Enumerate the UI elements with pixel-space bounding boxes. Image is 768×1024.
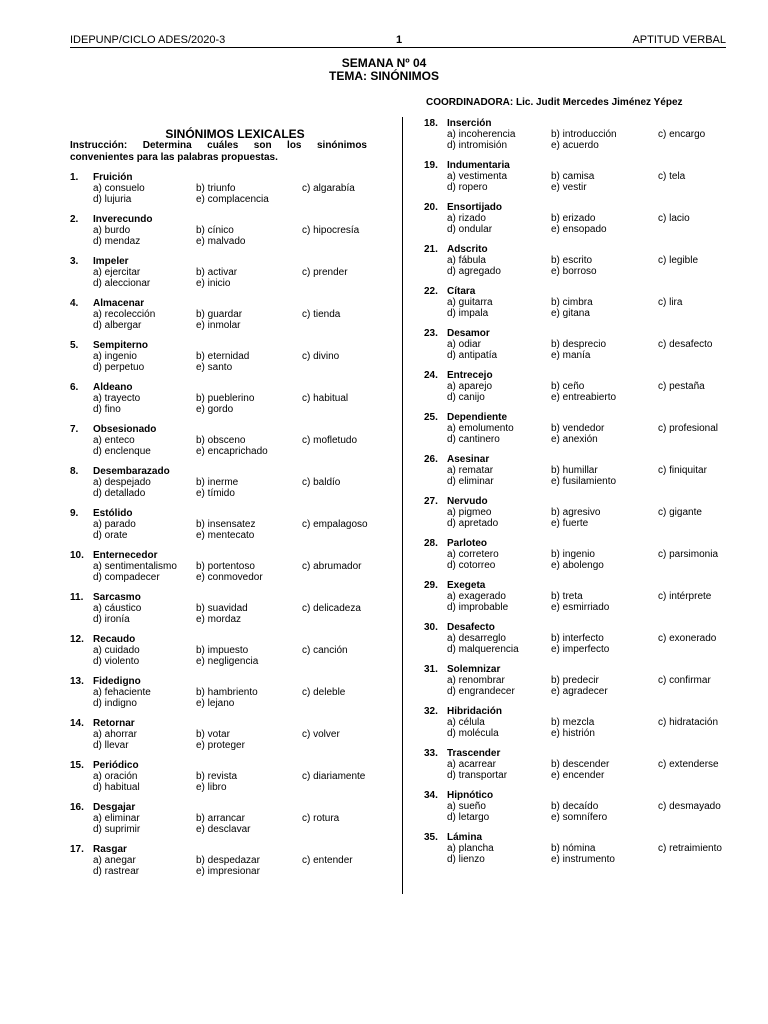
option-c: c) divino xyxy=(302,351,340,362)
question-number: 13. xyxy=(70,676,84,687)
question-word: Trascender xyxy=(447,748,501,759)
question-word: Almacenar xyxy=(93,298,145,309)
option-c: c) desafecto xyxy=(658,339,713,350)
option-e: e) ensopado xyxy=(551,224,607,235)
question-word: Rasgar xyxy=(93,844,127,855)
question-number: 8. xyxy=(70,466,79,477)
question-number: 18. xyxy=(424,118,438,129)
option-e: e) inicio xyxy=(196,278,231,289)
option-c: c) mofletudo xyxy=(302,435,358,446)
question-item xyxy=(424,328,754,370)
option-c: c) parsimonia xyxy=(658,549,719,560)
question-number: 9. xyxy=(70,508,79,519)
option-e: e) gordo xyxy=(196,404,234,415)
question-number: 25. xyxy=(424,412,438,423)
option-c: c) profesional xyxy=(658,423,719,434)
option-c: c) diariamente xyxy=(302,771,366,782)
question-word: Desamor xyxy=(447,328,490,339)
question-number: 23. xyxy=(424,328,438,339)
option-a: a) anegar xyxy=(93,855,136,866)
question-word: Aldeano xyxy=(93,382,133,393)
question-word: Desgajar xyxy=(93,802,136,813)
option-c: c) exonerado xyxy=(658,633,717,644)
option-a: a) plancha xyxy=(447,843,494,854)
option-b: b) revista xyxy=(196,771,238,782)
option-b: b) agresivo xyxy=(551,507,601,518)
option-e: e) somnífero xyxy=(551,812,608,823)
question-item xyxy=(424,496,754,538)
questions-column-right xyxy=(424,118,754,874)
option-d: d) letargo xyxy=(447,812,490,823)
option-b: b) ceño xyxy=(551,381,585,392)
option-b: b) predecir xyxy=(551,675,599,686)
question-number: 31. xyxy=(424,664,438,675)
option-e: e) encender xyxy=(551,770,605,781)
option-b: b) mezcla xyxy=(551,717,595,728)
option-d: d) improbable xyxy=(447,602,509,613)
question-item xyxy=(70,844,400,886)
option-b: b) treta xyxy=(551,591,583,602)
question-item xyxy=(424,244,754,286)
question-word: Parloteo xyxy=(447,538,488,549)
option-a: a) vestimenta xyxy=(447,171,508,182)
option-b: b) arrancar xyxy=(196,813,245,824)
option-e: e) encaprichado xyxy=(196,446,268,457)
option-a: a) fábula xyxy=(447,255,486,266)
page-header xyxy=(70,34,726,48)
question-number: 6. xyxy=(70,382,79,393)
header-subject: APTITUD VERBAL xyxy=(632,34,726,46)
question-word: Asesinar xyxy=(447,454,490,465)
question-word: Dependiente xyxy=(447,412,508,423)
option-c: c) confirmar xyxy=(658,675,711,686)
question-word: Ensortijado xyxy=(447,202,503,213)
option-e: e) lejano xyxy=(196,698,235,709)
option-d: d) ondular xyxy=(447,224,493,235)
option-e: e) agradecer xyxy=(551,686,608,697)
week-title: SEMANA Nº 04 xyxy=(341,56,427,70)
option-c: c) baldío xyxy=(302,477,341,488)
question-item xyxy=(70,172,400,214)
option-a: a) acarrear xyxy=(447,759,496,770)
question-item xyxy=(70,508,400,550)
option-a: a) ejercitar xyxy=(93,267,141,278)
option-b: b) camisa xyxy=(551,171,595,182)
option-c: c) tienda xyxy=(302,309,341,320)
option-b: b) desprecio xyxy=(551,339,607,350)
option-b: b) triunfo xyxy=(196,183,236,194)
option-e: e) negligencia xyxy=(196,656,259,667)
question-item xyxy=(424,832,754,874)
option-c: c) legible xyxy=(658,255,699,266)
option-c: c) lacio xyxy=(658,213,690,224)
option-d: d) detallado xyxy=(93,488,146,499)
option-c: c) abrumador xyxy=(302,561,362,572)
option-c: c) rotura xyxy=(302,813,340,824)
option-e: e) abolengo xyxy=(551,560,604,571)
option-b: b) nómina xyxy=(551,843,596,854)
option-d: d) violento xyxy=(93,656,140,667)
question-word: Periódico xyxy=(93,760,139,771)
option-b: b) humillar xyxy=(551,465,598,476)
header-course: IDEPUNP/CICLO ADES/2020-3 xyxy=(70,34,226,46)
option-e: e) tímido xyxy=(196,488,235,499)
option-b: b) vendedor xyxy=(551,423,605,434)
option-c: c) pestaña xyxy=(658,381,705,392)
question-word: Cítara xyxy=(447,286,476,297)
option-b: b) portentoso xyxy=(196,561,255,572)
question-word: Desembarazado xyxy=(93,466,170,477)
option-c: c) algarabía xyxy=(302,183,355,194)
option-a: a) incoherencia xyxy=(447,129,516,140)
question-word: Lámina xyxy=(447,832,483,843)
option-e: e) vestir xyxy=(551,182,587,193)
option-c: c) prender xyxy=(302,267,348,278)
column-divider xyxy=(402,117,403,894)
question-word: Entrecejo xyxy=(447,370,493,381)
option-b: b) decaído xyxy=(551,801,599,812)
option-c: c) entender xyxy=(302,855,353,866)
option-d: d) malquerencia xyxy=(447,644,519,655)
question-word: Exegeta xyxy=(447,580,486,591)
question-word: Impeler xyxy=(93,256,129,267)
option-c: c) delicadeza xyxy=(302,603,361,614)
question-item xyxy=(70,298,400,340)
question-item xyxy=(70,424,400,466)
header-divider xyxy=(70,47,726,48)
option-d: d) albergar xyxy=(93,320,142,331)
option-e: e) impresionar xyxy=(196,866,260,877)
question-number: 28. xyxy=(424,538,438,549)
option-e: e) mentecato xyxy=(196,530,255,541)
option-b: b) descender xyxy=(551,759,610,770)
option-b: b) erizado xyxy=(551,213,596,224)
option-b: b) eternidad xyxy=(196,351,250,362)
option-b: b) cínico xyxy=(196,225,234,236)
option-a: a) exagerado xyxy=(447,591,506,602)
question-number: 22. xyxy=(424,286,438,297)
question-number: 30. xyxy=(424,622,438,633)
question-item xyxy=(70,340,400,382)
question-number: 4. xyxy=(70,298,79,309)
option-c: c) finiquitar xyxy=(658,465,707,476)
page-number: 1 xyxy=(396,34,403,46)
option-d: d) mendaz xyxy=(93,236,141,247)
question-number: 35. xyxy=(424,832,438,843)
question-item xyxy=(424,370,754,412)
option-e: e) conmovedor xyxy=(196,572,263,583)
option-a: a) parado xyxy=(93,519,136,530)
question-number: 21. xyxy=(424,244,438,255)
option-d: d) impala xyxy=(447,308,489,319)
question-item xyxy=(424,622,754,664)
question-number: 33. xyxy=(424,748,438,759)
option-a: a) ingenio xyxy=(93,351,137,362)
question-item xyxy=(424,538,754,580)
questions-column-left xyxy=(70,172,400,886)
option-c: c) tela xyxy=(658,171,686,182)
option-e: e) borroso xyxy=(551,266,597,277)
question-word: Desafecto xyxy=(447,622,495,633)
question-word: Solemnizar xyxy=(447,664,501,675)
option-a: a) sentimentalismo xyxy=(93,561,177,572)
question-number: 7. xyxy=(70,424,79,435)
question-item xyxy=(70,634,400,676)
option-c: c) desmayado xyxy=(658,801,721,812)
option-a: a) trayecto xyxy=(93,393,141,404)
option-d: d) perpetuo xyxy=(93,362,145,373)
option-a: a) despejado xyxy=(93,477,151,488)
question-word: Fruición xyxy=(93,172,133,183)
option-b: b) escrito xyxy=(551,255,593,266)
question-number: 24. xyxy=(424,370,438,381)
question-number: 20. xyxy=(424,202,438,213)
question-word: Obsesionado xyxy=(93,424,157,435)
question-item xyxy=(424,118,754,160)
option-a: a) rizado xyxy=(447,213,486,224)
question-item xyxy=(70,550,400,592)
question-item xyxy=(70,802,400,844)
option-c: c) intérprete xyxy=(658,591,712,602)
option-b: b) impuesto xyxy=(196,645,249,656)
option-a: a) célula xyxy=(447,717,485,728)
question-item xyxy=(424,286,754,328)
question-number: 19. xyxy=(424,160,438,171)
option-d: d) intromisión xyxy=(447,140,508,151)
option-e: e) libro xyxy=(196,782,227,793)
option-e: e) inmolar xyxy=(196,320,241,331)
option-b: b) hambriento xyxy=(196,687,258,698)
question-item xyxy=(70,466,400,508)
question-item xyxy=(70,256,400,298)
option-d: d) lienzo xyxy=(447,854,485,865)
option-d: d) agregado xyxy=(447,266,501,277)
option-d: d) orate xyxy=(93,530,128,541)
option-a: a) recolección xyxy=(93,309,156,320)
question-word: Estólido xyxy=(93,508,133,519)
question-word: Indumentaria xyxy=(447,160,510,171)
option-b: b) suavidad xyxy=(196,603,248,614)
question-number: 26. xyxy=(424,454,438,465)
option-a: a) eliminar xyxy=(93,813,140,824)
question-item xyxy=(424,412,754,454)
question-number: 27. xyxy=(424,496,438,507)
option-a: a) consuelo xyxy=(93,183,145,194)
option-a: a) emolumento xyxy=(447,423,514,434)
question-word: Recaudo xyxy=(93,634,136,645)
option-d: d) habitual xyxy=(93,782,140,793)
option-b: b) insensatez xyxy=(196,519,256,530)
instruction-text: Determina cuáles son los sinónimos convenientes para las palabras propuestas. xyxy=(70,140,367,163)
option-e: e) complacencia xyxy=(196,194,269,205)
option-d: d) apretado xyxy=(447,518,499,529)
option-a: a) enteco xyxy=(93,435,135,446)
option-d: d) antipatía xyxy=(447,350,498,361)
option-a: a) ahorrar xyxy=(93,729,137,740)
option-a: a) sueño xyxy=(447,801,486,812)
option-b: b) inerme xyxy=(196,477,239,488)
question-number: 34. xyxy=(424,790,438,801)
option-b: b) interfecto xyxy=(551,633,604,644)
question-number: 10. xyxy=(70,550,84,561)
option-d: d) ironía xyxy=(93,614,130,625)
question-item xyxy=(424,790,754,832)
option-e: e) gitana xyxy=(551,308,590,319)
option-e: e) fuerte xyxy=(551,518,589,529)
question-word: Sempiterno xyxy=(93,340,149,351)
question-word: Adscrito xyxy=(447,244,488,255)
option-d: d) compadecer xyxy=(93,572,160,583)
option-e: e) esmirriado xyxy=(551,602,610,613)
question-number: 14. xyxy=(70,718,84,729)
option-e: e) malvado xyxy=(196,236,246,247)
question-item xyxy=(70,214,400,256)
question-item xyxy=(424,454,754,496)
question-word: Nervudo xyxy=(447,496,488,507)
option-b: b) pueblerino xyxy=(196,393,255,404)
question-item xyxy=(424,664,754,706)
question-number: 11. xyxy=(70,592,84,603)
option-c: c) gigante xyxy=(658,507,702,518)
question-item xyxy=(424,706,754,748)
question-item xyxy=(70,760,400,802)
option-e: e) histrión xyxy=(551,728,595,739)
option-d: d) canijo xyxy=(447,392,485,403)
option-d: d) molécula xyxy=(447,728,499,739)
option-b: b) introducción xyxy=(551,129,617,140)
option-e: e) anexión xyxy=(551,434,598,445)
option-d: d) fino xyxy=(93,404,121,415)
topic-title: TEMA: SINÓNIMOS xyxy=(329,69,439,83)
option-a: a) rematar xyxy=(447,465,494,476)
option-a: a) renombrar xyxy=(447,675,505,686)
option-e: e) fusilamiento xyxy=(551,476,617,487)
question-word: Hibridación xyxy=(447,706,503,717)
option-c: c) canción xyxy=(302,645,348,656)
option-d: d) llevar xyxy=(93,740,129,751)
question-word: Retornar xyxy=(93,718,135,729)
question-number: 12. xyxy=(70,634,84,645)
option-a: a) pigmeo xyxy=(447,507,492,518)
question-word: Hipnótico xyxy=(447,790,494,801)
option-e: e) manía xyxy=(551,350,591,361)
option-d: d) lujuria xyxy=(93,194,132,205)
question-item xyxy=(70,718,400,760)
instruction xyxy=(70,140,367,164)
question-word: Inserción xyxy=(447,118,492,129)
option-e: e) desclavar xyxy=(196,824,251,835)
question-number: 16. xyxy=(70,802,84,813)
option-a: a) cáustico xyxy=(93,603,142,614)
question-number: 32. xyxy=(424,706,438,717)
question-item xyxy=(70,676,400,718)
option-b: b) cimbra xyxy=(551,297,593,308)
question-number: 29. xyxy=(424,580,438,591)
question-number: 17. xyxy=(70,844,84,855)
question-item xyxy=(424,580,754,622)
option-c: c) habitual xyxy=(302,393,349,404)
question-word: Fidedigno xyxy=(93,676,141,687)
question-word: Sarcasmo xyxy=(93,592,141,603)
option-d: d) cantinero xyxy=(447,434,500,445)
option-d: d) enclenque xyxy=(93,446,151,457)
option-a: a) desarreglo xyxy=(447,633,506,644)
option-c: c) volver xyxy=(302,729,340,740)
question-number: 3. xyxy=(70,256,79,267)
option-c: c) empalagoso xyxy=(302,519,368,530)
option-d: d) eliminar xyxy=(447,476,494,487)
option-b: b) votar xyxy=(196,729,230,740)
option-d: d) aleccionar xyxy=(93,278,151,289)
option-c: c) extenderse xyxy=(658,759,719,770)
option-a: a) corretero xyxy=(447,549,499,560)
option-e: e) entreabierto xyxy=(551,392,617,403)
option-a: a) odiar xyxy=(447,339,481,350)
option-c: c) encargo xyxy=(658,129,706,140)
instruction-label: Instrucción: xyxy=(70,140,128,151)
option-d: d) rastrear xyxy=(93,866,140,877)
question-number: 1. xyxy=(70,172,79,183)
question-word: Enternecedor xyxy=(93,550,158,561)
question-item xyxy=(424,160,754,202)
option-b: b) despedazar xyxy=(196,855,260,866)
option-c: c) deleble xyxy=(302,687,346,698)
option-e: e) imperfecto xyxy=(551,644,610,655)
option-a: a) guitarra xyxy=(447,297,493,308)
option-d: d) transportar xyxy=(447,770,508,781)
question-word: Inverecundo xyxy=(93,214,153,225)
option-d: d) ropero xyxy=(447,182,488,193)
option-a: a) burdo xyxy=(93,225,131,236)
question-number: 5. xyxy=(70,340,79,351)
option-d: d) suprimir xyxy=(93,824,141,835)
question-item xyxy=(424,748,754,790)
option-b: b) obsceno xyxy=(196,435,246,446)
section-title: SINÓNIMOS LEXICALES xyxy=(165,127,305,141)
option-c: c) lira xyxy=(658,297,683,308)
option-a: a) fehaciente xyxy=(93,687,151,698)
option-e: e) instrumento xyxy=(551,854,615,865)
question-item xyxy=(424,202,754,244)
option-e: e) acuerdo xyxy=(551,140,599,151)
question-number: 15. xyxy=(70,760,84,771)
option-a: a) aparejo xyxy=(447,381,493,392)
option-d: d) indigno xyxy=(93,698,137,709)
option-e: e) mordaz xyxy=(196,614,242,625)
option-d: d) cotorreo xyxy=(447,560,496,571)
question-item xyxy=(70,382,400,424)
option-b: b) activar xyxy=(196,267,238,278)
option-a: a) cuidado xyxy=(93,645,140,656)
option-b: b) ingenio xyxy=(551,549,595,560)
option-a: a) oración xyxy=(93,771,138,782)
option-c: c) hidratación xyxy=(658,717,719,728)
option-b: b) guardar xyxy=(196,309,243,320)
question-number: 2. xyxy=(70,214,79,225)
option-e: e) proteger xyxy=(196,740,245,751)
option-d: d) engrandecer xyxy=(447,686,515,697)
option-c: c) hipocresía xyxy=(302,225,360,236)
option-c: c) retraimiento xyxy=(658,843,722,854)
coordinator-line: COORDINADORA: Lic. Judit Mercedes Jiménez Yépez xyxy=(426,97,683,108)
option-e: e) santo xyxy=(196,362,233,373)
question-item xyxy=(70,592,400,634)
